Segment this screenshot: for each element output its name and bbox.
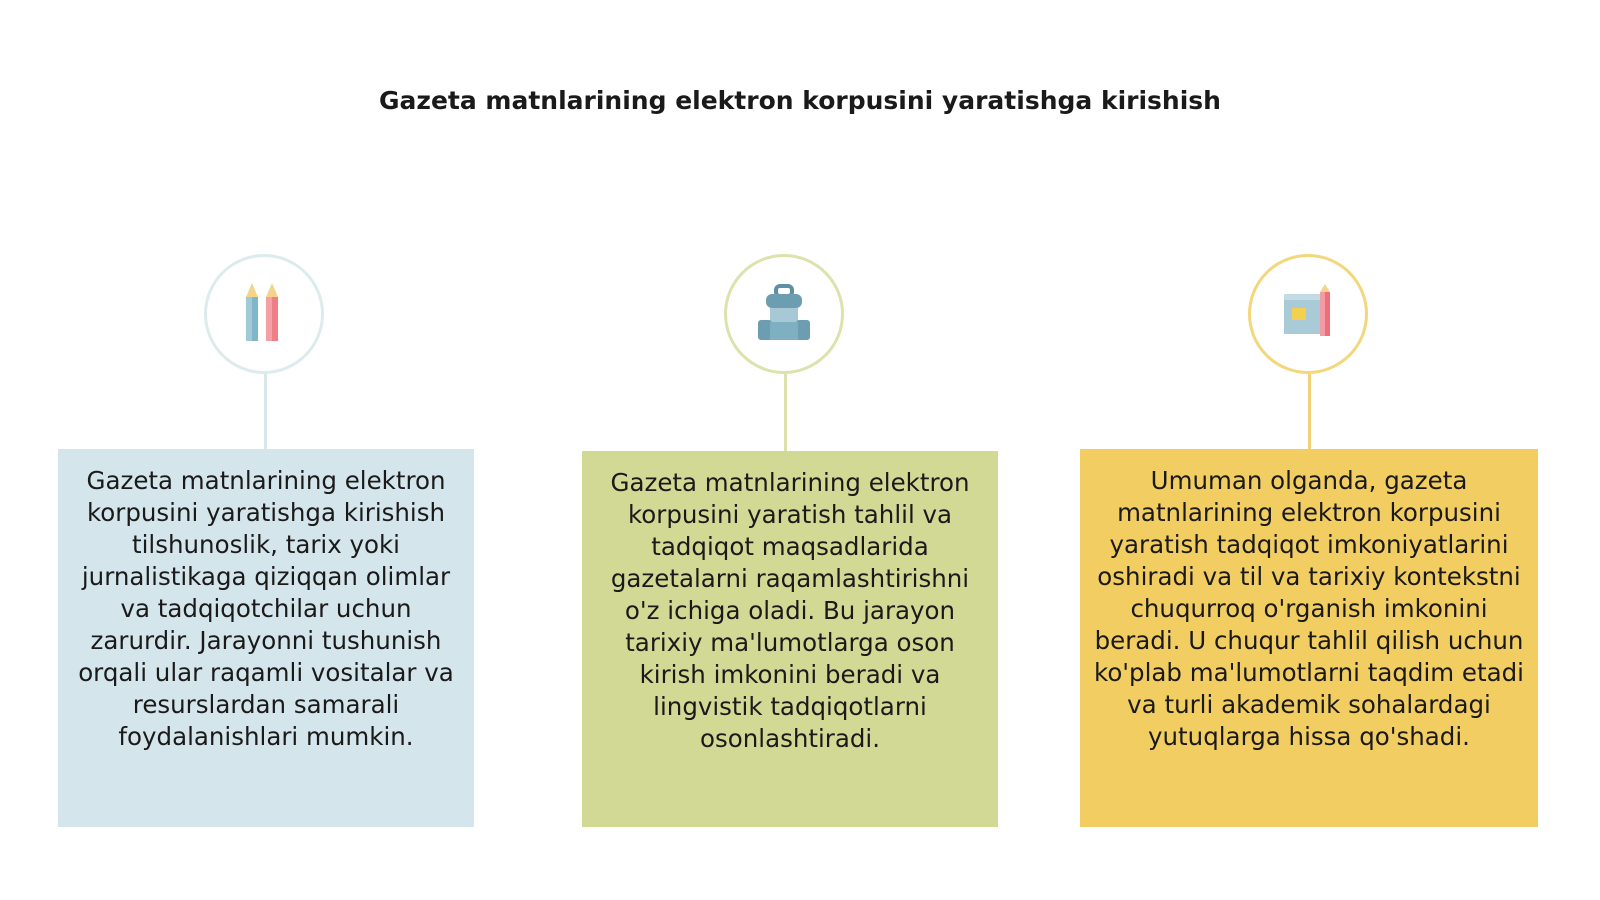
info-card-2 xyxy=(582,451,998,827)
notebook-icon-circle xyxy=(1248,254,1368,374)
info-card-3 xyxy=(1080,449,1538,827)
connector-line-2 xyxy=(784,374,787,451)
card-1-text: Gazeta matnlarining elektron korpusini yaratishga kirishish tilshunoslik, tarix yoki jurnalistikaga qiziqqan olimlar va tadqiqotchilar uchun zarurdir. Jarayonni tushunish orqali ular raqamli vositalar va resurslardan samarali foydalanishlari mumkin. xyxy=(78,466,454,751)
connector-line-3 xyxy=(1308,374,1311,449)
info-card-1 xyxy=(58,449,474,827)
pencils-icon xyxy=(234,279,294,349)
backpack-icon-circle xyxy=(724,254,844,374)
connector-line-1 xyxy=(264,374,267,449)
pencils-icon-circle xyxy=(204,254,324,374)
page-title: Gazeta matnlarining elektron korpusini yaratishga kirishish xyxy=(379,86,1221,115)
card-3-text: Umuman olganda, gazeta matnlarining elektron korpusini yaratish tadqiqot imkoniyatlarini oshiradi va til va tarixiy kontekstni chuqurroq o'rganish imkonini beradi. U chuqur tahlil qilish uchun ko'plab ma'lumotlarni taqdim etadi va turli akademik sohalardagi yutuqlarga hissa qo'shadi. xyxy=(1094,466,1524,751)
backpack-icon xyxy=(752,282,816,346)
card-2-text: Gazeta matnlarining elektron korpusini yaratish tahlil va tadqiqot maqsadlarida gazetalarni raqamlashtirishni o'z ichiga oladi. Bu jarayon tarixiy ma'lumotlarga oson kirish imkonini beradi va lingvistik tadqiqotlarni osonlashtiradi. xyxy=(610,468,970,753)
notebook-pencil-icon xyxy=(1276,282,1340,346)
